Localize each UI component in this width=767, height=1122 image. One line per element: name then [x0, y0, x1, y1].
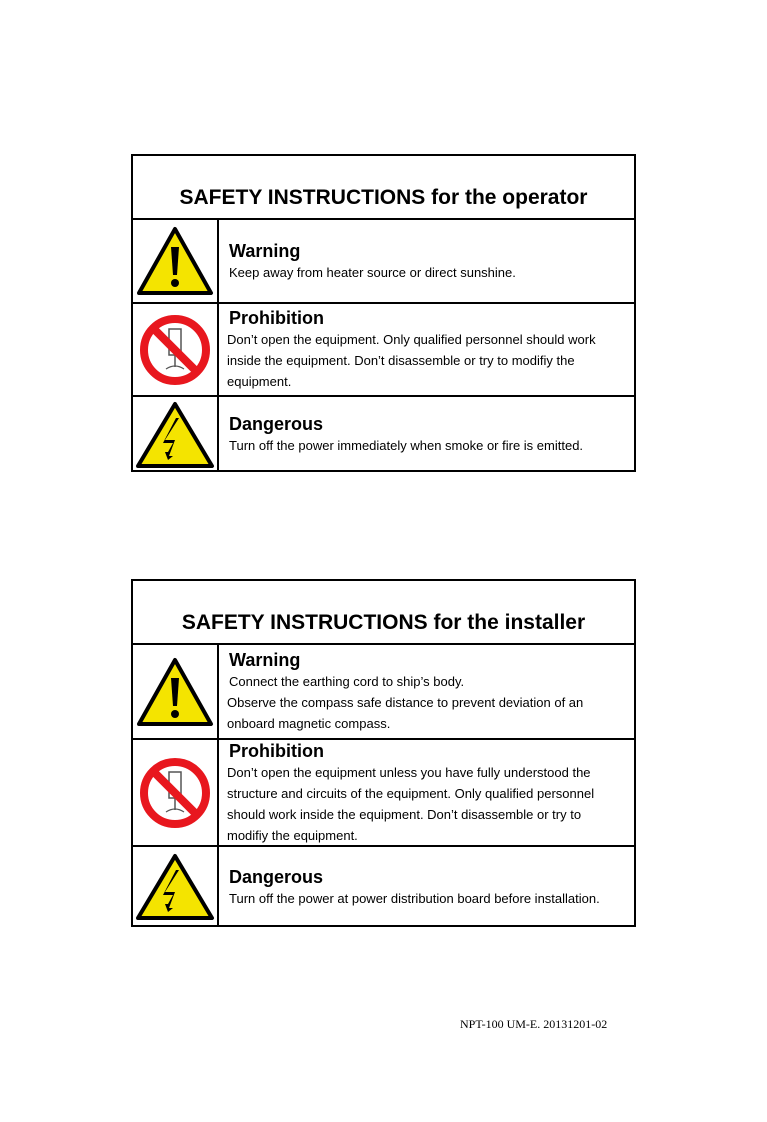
operator-prohibition-text-3: equipment.	[227, 374, 292, 389]
warning-triangle-exclamation-icon	[133, 645, 219, 738]
prohibition-no-disassembly-icon	[133, 304, 219, 395]
operator-prohibition-heading: Prohibition	[229, 308, 324, 328]
operator-dangerous-text-1: Turn off the power immediately when smoke or fire is emitted.	[229, 438, 584, 453]
electric-shock-hazard-icon	[133, 847, 219, 927]
installer-dangerous-text-1: Turn off the power at power distribution board before installation.	[229, 890, 600, 906]
operator-prohibition-row	[133, 304, 634, 397]
installer-warning-row	[133, 645, 634, 740]
operator-safety-table	[131, 154, 636, 472]
installer-warning-text-1: Connect the earthing cord to ship’s body.	[229, 674, 465, 689]
installer-warning-text-3: onboard magnetic compass.	[227, 716, 391, 731]
warning-triangle-exclamation-icon	[133, 220, 219, 302]
prohibition-no-disassembly-icon	[133, 740, 219, 845]
installer-warning-heading: Warning	[229, 650, 301, 670]
operator-dangerous-heading: Dangerous	[229, 414, 324, 434]
operator-warning-text-1: Keep away from heater source or direct sunshine.	[229, 264, 516, 280]
installer-prohibition-text-4: modifiy the equipment.	[227, 827, 358, 843]
installer-safety-table	[131, 579, 636, 927]
operator-warning-row	[133, 220, 634, 304]
document-footer-id: NPT-100 UM-E. 20131201-02	[460, 1017, 608, 1031]
installer-dangerous-row	[133, 847, 634, 927]
operator-warning-heading: Warning	[229, 240, 301, 261]
installer-table-title: SAFETY INSTRUCTIONS for the installer	[133, 581, 634, 645]
operator-prohibition-text-1: Don’t open the equipment. Only qualified personnel should work	[227, 332, 596, 347]
installer-prohibition-text-1: Don’t open the equipment unless you have fully understood the	[227, 764, 591, 780]
operator-dangerous-row	[133, 397, 634, 472]
operator-table-title: SAFETY INSTRUCTIONS for the operator	[133, 156, 634, 220]
installer-prohibition-heading: Prohibition	[229, 740, 324, 761]
operator-prohibition-text-2: inside the equipment. Don’t disassemble or try to modifiy the	[227, 353, 575, 368]
installer-prohibition-text-3: should work inside the equipment. Don’t disassemble or try to	[227, 806, 582, 822]
installer-dangerous-heading: Dangerous	[229, 866, 324, 887]
installer-prohibition-row	[133, 740, 634, 847]
electric-shock-hazard-icon	[133, 397, 219, 472]
installer-prohibition-text-2: structure and circuits of the equipment. Only qualified personnel	[227, 785, 595, 801]
installer-warning-text-2: Observe the compass safe distance to prevent deviation of an	[227, 695, 584, 710]
